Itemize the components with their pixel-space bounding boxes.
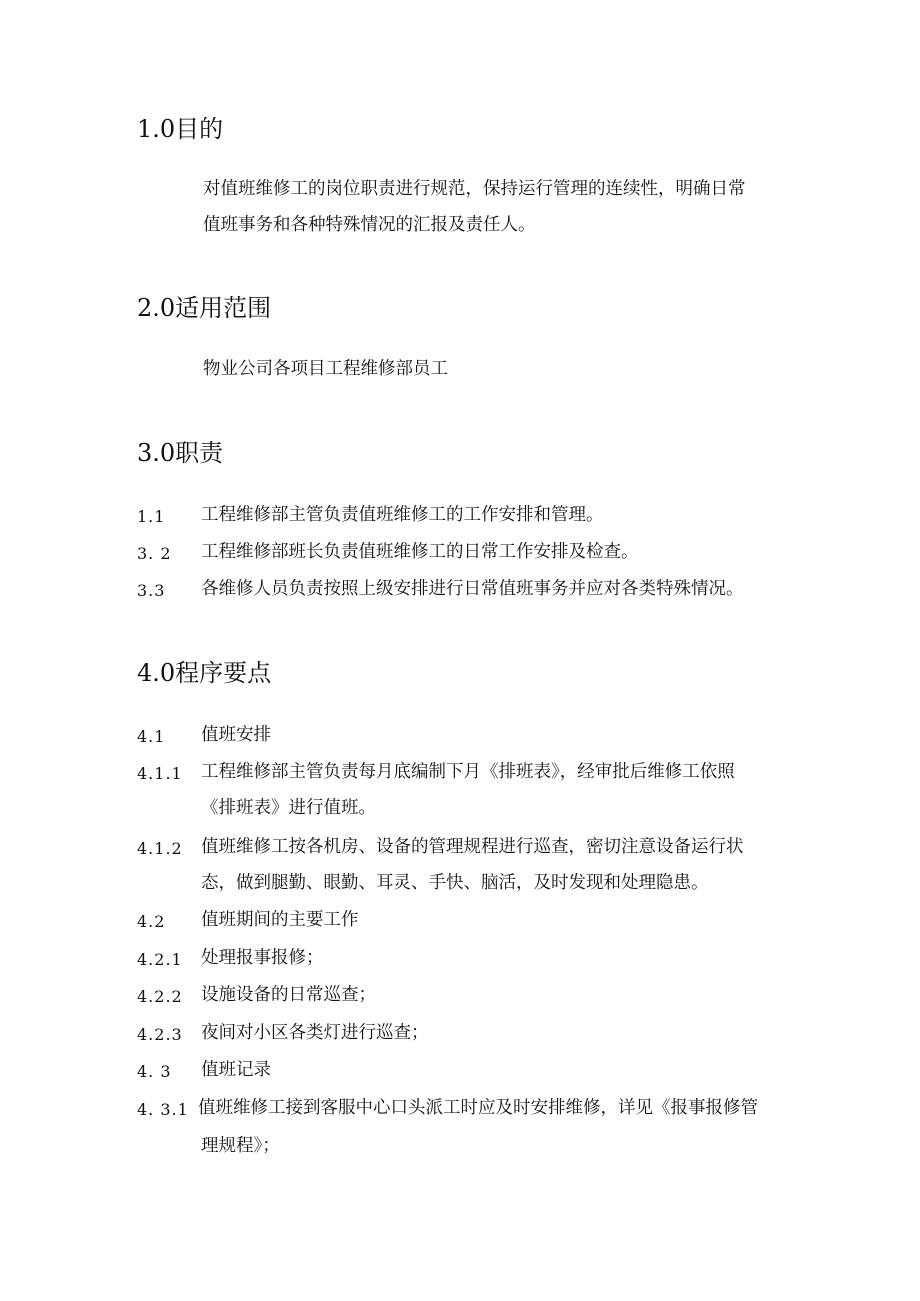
item-text: 值班维修工接到客服中心口头派工时应及时安排维修，详见《报事报修管	[198, 1098, 758, 1118]
item-text: 值班安排	[201, 725, 271, 745]
item-text: 夜间对小区各类灯进行巡查；	[201, 1023, 429, 1043]
item-number: 4.2.2	[137, 987, 183, 1006]
item-text: 值班记录	[201, 1060, 271, 1080]
section-1-paragraph-line-1: 对值班维修工的岗位职责进行规范，保持运行管理的连续性，明确日常	[203, 179, 746, 199]
item-number: 4.1.2	[137, 839, 183, 858]
item-text-continuation: 理规程》；	[201, 1136, 280, 1156]
item-number: 1.1	[137, 507, 166, 526]
section-2-heading: 2.0适用范围	[137, 294, 272, 322]
item-number: 4.2.3	[137, 1025, 183, 1044]
section-1-heading: 1.0目的	[137, 115, 224, 143]
item-number: 4.2	[137, 912, 166, 931]
item-number: 4.1	[137, 727, 166, 746]
item-number: 3. 2	[137, 544, 172, 563]
item-text: 值班期间的主要工作	[201, 910, 359, 930]
item-text: 设施设备的日常巡查；	[201, 985, 376, 1005]
item-text: 工程维修部主管负责值班维修工的工作安排和管理。	[201, 505, 604, 525]
section-1-paragraph-line-2: 值班事务和各种特殊情况的汇报及责任人。	[203, 215, 536, 235]
item-text: 处理报事报修；	[201, 948, 324, 968]
item-number: 4.1.1	[137, 764, 183, 783]
section-2-paragraph: 物业公司各项目工程维修部员工	[203, 359, 448, 379]
item-number: 4.2.1	[137, 950, 183, 969]
item-text: 各维修人员负责按照上级安排进行日常值班事务并应对各类特殊情况。	[201, 579, 744, 599]
item-number: 4. 3.1	[137, 1100, 189, 1119]
section-4-heading: 4.0程序要点	[137, 659, 272, 687]
section-3-heading: 3.0职责	[137, 439, 224, 467]
item-text: 工程维修部班长负责值班维修工的日常工作安排及检查。	[201, 542, 639, 562]
item-text: 工程维修部主管负责每月底编制下月《排班表》，经审批后维修工依照	[201, 762, 735, 782]
item-number: 3.3	[137, 581, 166, 600]
item-text: 值班维修工按各机房、设备的管理规程进行巡查，密切注意设备运行状	[201, 837, 744, 857]
item-text-continuation: 《排班表》进行值班。	[201, 798, 376, 818]
item-number: 4. 3	[137, 1062, 172, 1081]
item-text-continuation: 态，做到腿勤、眼勤、耳灵、手快、脑活，及时发现和处理隐患。	[201, 873, 709, 893]
